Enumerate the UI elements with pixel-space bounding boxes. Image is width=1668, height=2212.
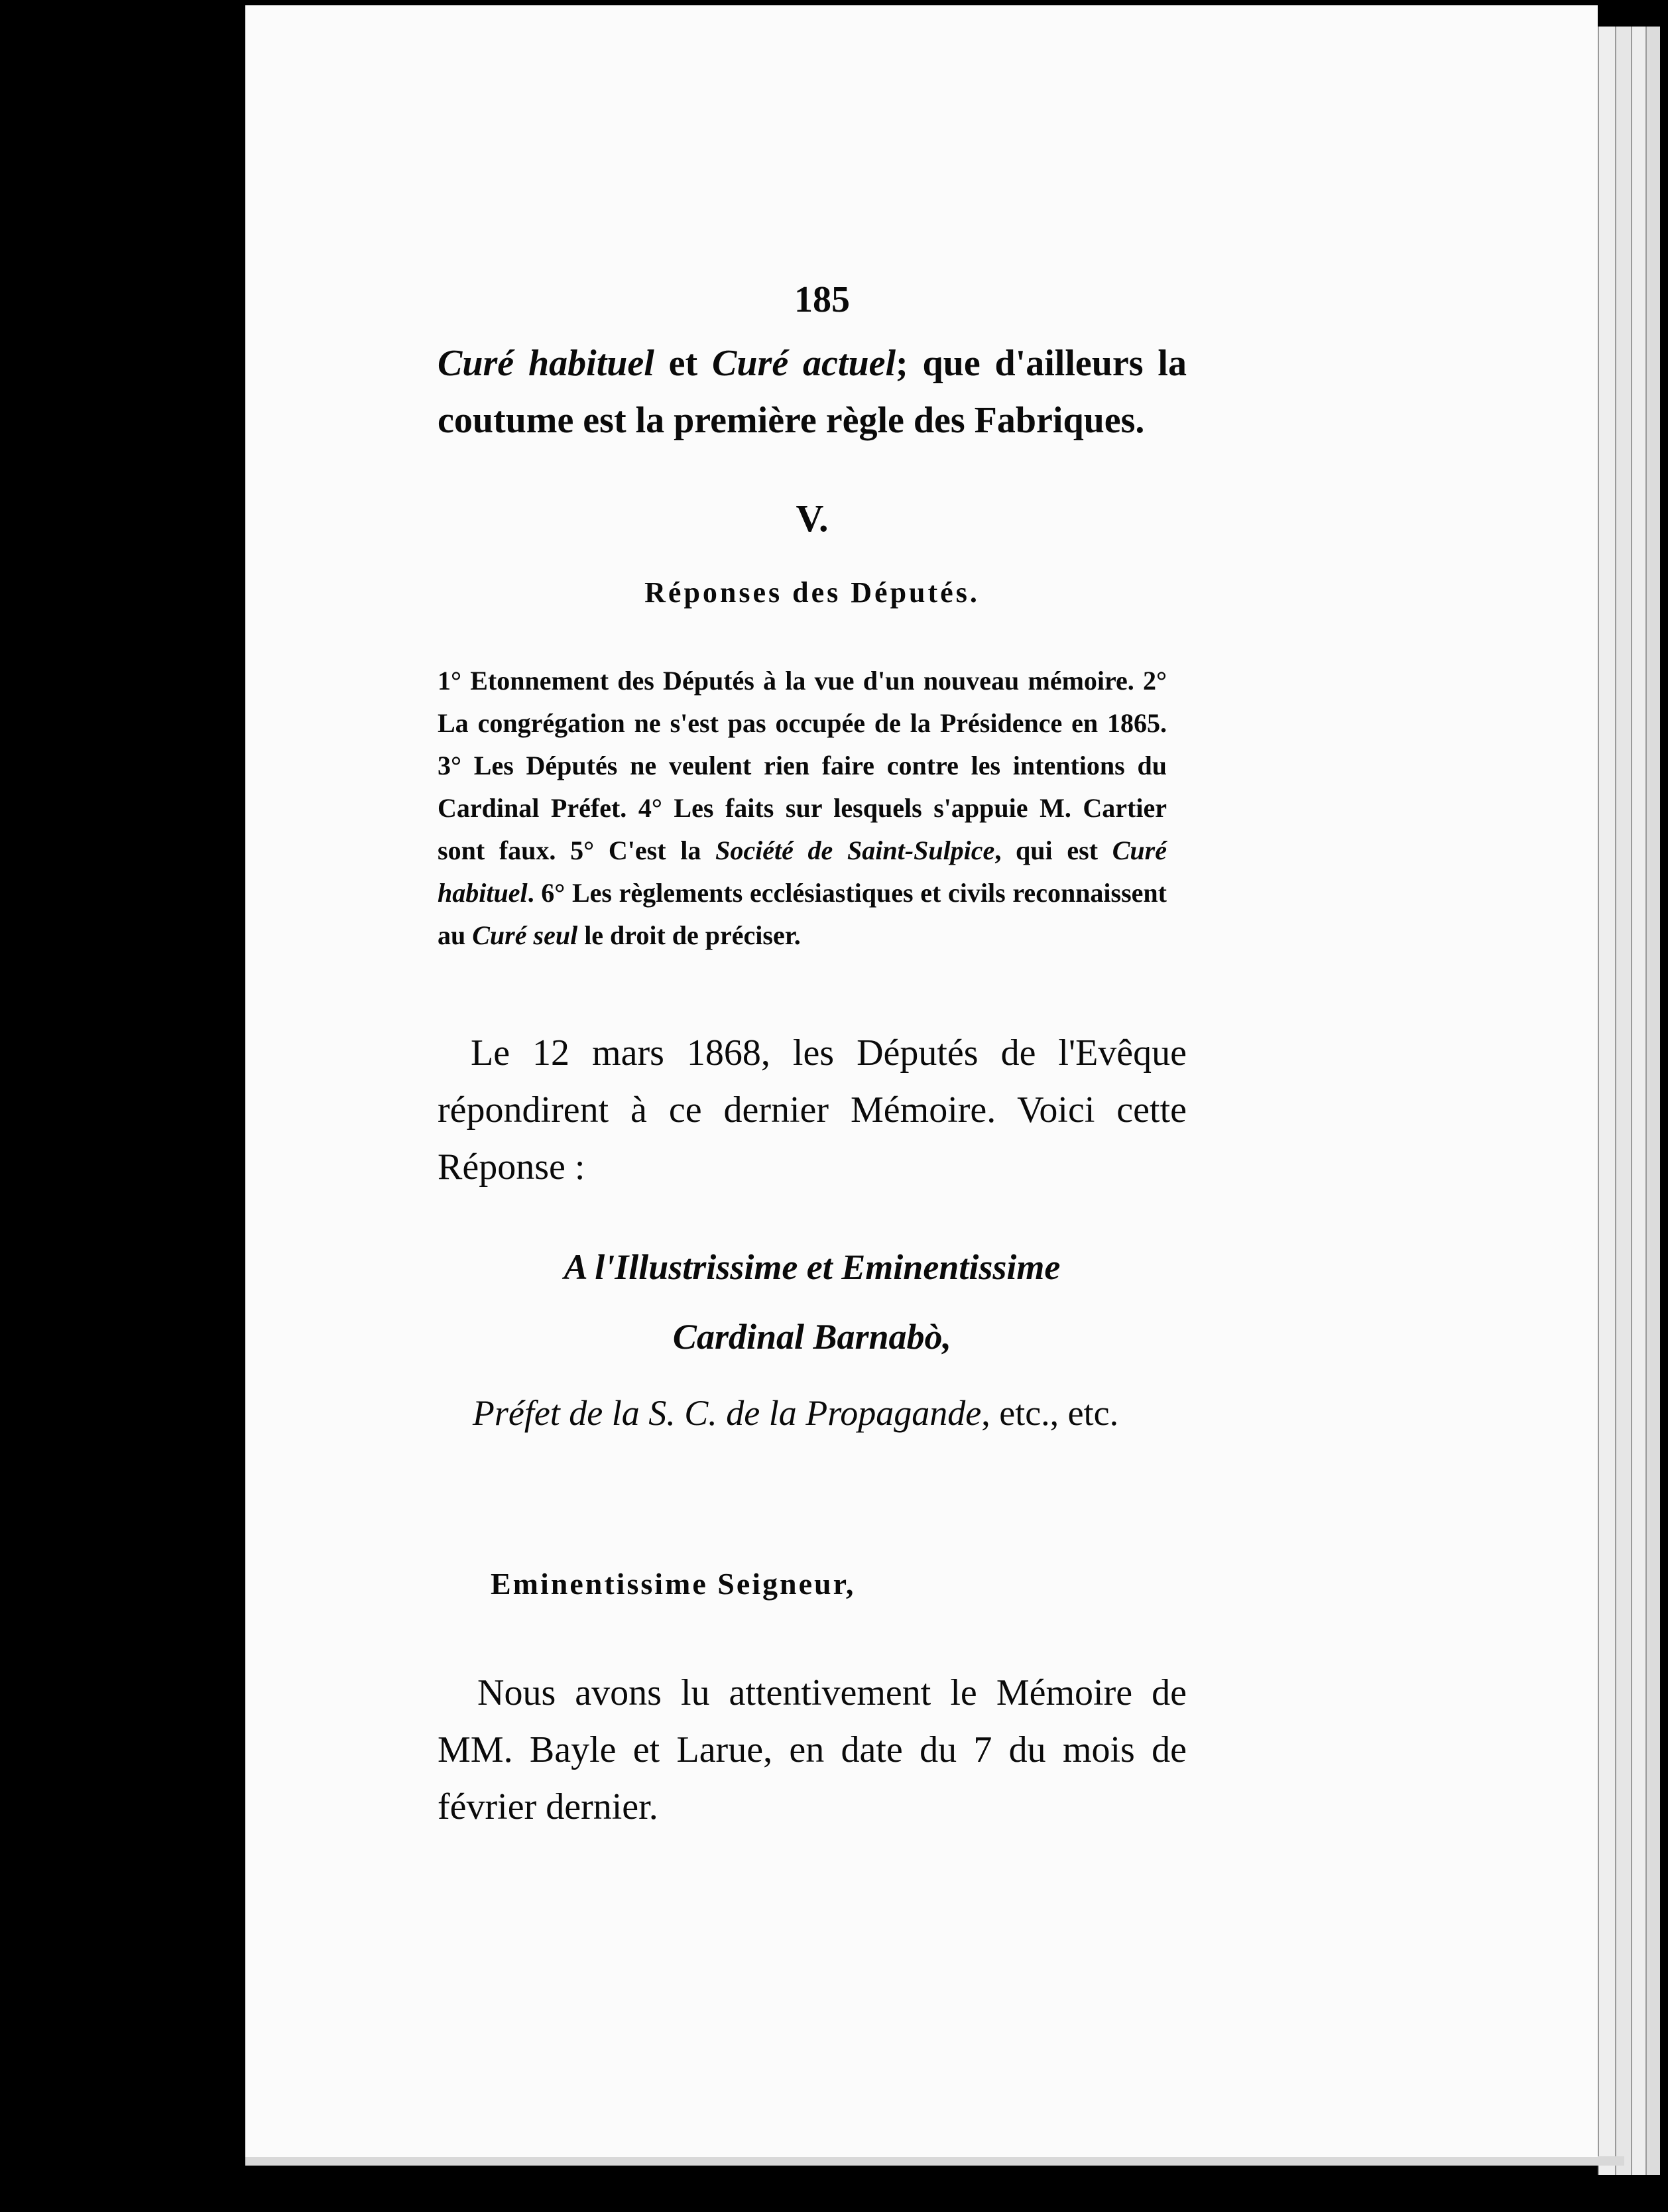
- address-line-1: A l'Illustrissime et Eminentissime: [564, 1247, 1061, 1287]
- italic-term: Curé habituel: [438, 835, 1167, 908]
- salutation: Eminentissime Seigneur,: [491, 1567, 856, 1601]
- section-heading: Réponses des Députés.: [644, 576, 980, 609]
- body-paragraph: Nous avons lu attentivement le Mémoire de MM. Bayle et Larue, en date du 7 du mois de février dernier.: [438, 1672, 1187, 1827]
- text-run: et: [654, 343, 713, 384]
- address-line-3: [404, 1392, 1187, 1434]
- page-edge: [1615, 27, 1631, 2175]
- scan-margin-left: [0, 0, 239, 2212]
- section-number: V.: [796, 497, 829, 540]
- top-paragraph: [438, 335, 1187, 449]
- text-run: , etc., etc.: [981, 1393, 1119, 1433]
- address-line-2: Cardinal Barnabò,: [672, 1317, 952, 1357]
- italic-term: Curé habituel: [438, 343, 654, 384]
- page-bottom-edge: [245, 2156, 1624, 2166]
- section-summary: [438, 660, 1167, 957]
- text-run: . 6° Les règlements ecclésiastiques et civils reconnaissent au: [438, 878, 1167, 950]
- text-run: ; que d'ailleurs la coutume est la première règle des Fabriques.: [438, 343, 1187, 441]
- page-edge: [1598, 27, 1615, 2175]
- italic-title: Préfet de la S. C. de la Propagande: [472, 1393, 982, 1433]
- page-edge: [1645, 27, 1660, 2175]
- page-edge: [1631, 27, 1645, 2175]
- text-run: , qui est: [994, 835, 1112, 865]
- text-run: le droit de préciser.: [577, 920, 801, 950]
- date-paragraph: Le 12 mars 1868, les Députés de l'Evêque répondirent à ce dernier Mémoire. Voici cette Réponse :: [438, 1032, 1187, 1188]
- italic-term: Curé actuel: [712, 343, 896, 384]
- page-number: 185: [794, 279, 850, 320]
- italic-term: Curé seul: [472, 920, 578, 950]
- italic-term: Société de Saint-Sulpice: [715, 835, 995, 865]
- text-run: 1° Etonnement des Députés à la vue d'un nouveau mémoire. 2° La congrégation ne s'est pas occupée de la Présidence en 1865. 3° Les Députés ne veulent rien faire contre les intentions du Cardinal Préfet. 4° Les faits sur lesquels s'appuie M. Cartier sont faux. 5° C'est la: [438, 666, 1167, 865]
